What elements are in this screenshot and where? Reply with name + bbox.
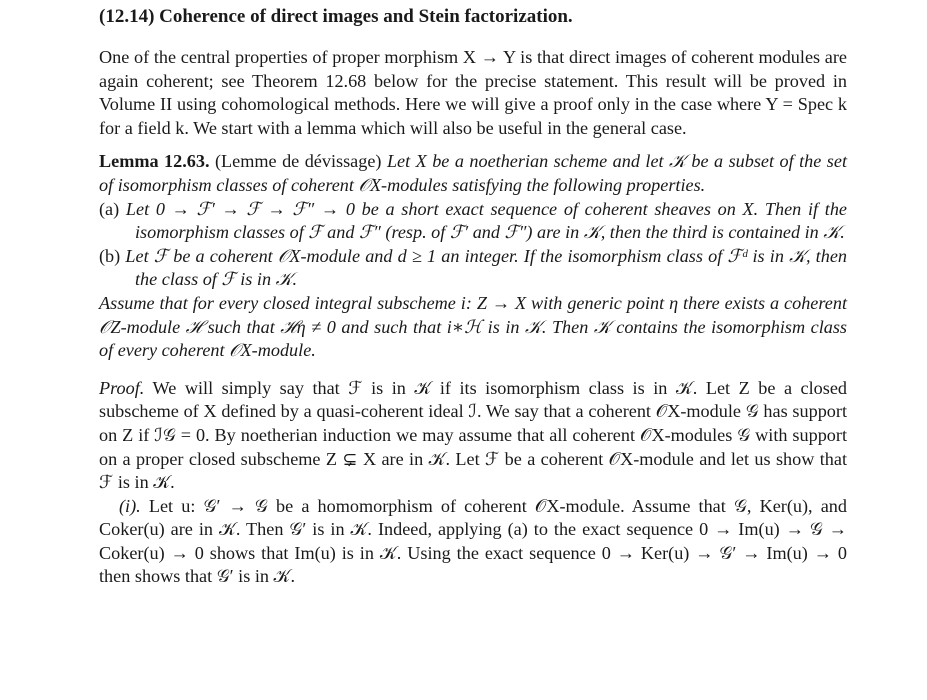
proof-label: Proof. [99, 377, 145, 398]
page [99, 4, 847, 589]
proof-step-i [99, 495, 847, 589]
intro-paragraph: One of the central properties of proper morphism X → Y is that direct images of coherent modules are again coherent; see Theorem 12.68 below for the precise statement. This result will be proved in Volume II using cohomological methods. Here we will give a proof only in the case where Y = Spec k for a field k. We start with a lemma which will also be useful in the general case. [99, 47, 847, 138]
lemma-conclusion: Assume that for every closed integral subscheme i: Z → X with generic point η there exists a coherent 𝒪Z-module ℋ such that ℋη ≠ 0 and such that i∗ℋ is in 𝒦. Then 𝒦 contains the isomorphism class of every coherent 𝒪X-module. [99, 292, 847, 361]
proof-step-text: Let u: 𝒢′ → 𝒢 be a homomorphism of coherent 𝒪X-module. Assume that 𝒢, Ker(u), and Coker(u) are in 𝒦. Then 𝒢′ is in 𝒦. Indeed, applying (a) to the exact sequence 0 → Im(u) → 𝒢 → Coker(u) → 0 shows that Im(u) is in 𝒦. Using the exact sequence 0 → Ker(u) → 𝒢′ → Im(u) → 0 then shows that 𝒢′ is in 𝒦. [99, 495, 847, 587]
lemma-item-label: (b) [99, 245, 121, 266]
proof-paragraph [99, 377, 847, 495]
lemma-items [99, 198, 847, 292]
lemma-item-text: Let ℱ be a coherent 𝒪X-module and d ≥ 1 an integer. If the isomorphism class of ℱᵈ is in 𝒦, then the class of ℱ is in 𝒦. [125, 245, 847, 290]
lemma-name: (Lemme de dévissage) [215, 151, 382, 172]
lemma-label: Lemma 12.63. [99, 151, 210, 172]
lemma-item-a [99, 198, 847, 245]
lemma-item-b [99, 245, 847, 292]
lemma-item-label: (a) [99, 198, 120, 219]
proof-step-label: (i). [119, 495, 141, 516]
lemma-statement: Let X be a noetherian scheme and let 𝒦 be a subset of the set of isomorphism classes of coherent 𝒪X-modules satisfying the following properties. [99, 151, 847, 195]
proof [99, 377, 847, 589]
lemma [99, 150, 847, 362]
section-title: (12.14) Coherence of direct images and Stein factorization. [99, 6, 573, 27]
lemma-statement-block [99, 150, 847, 197]
proof-text: We will simply say that ℱ is in 𝒦 if its isomorphism class is in 𝒦. Let Z be a closed subscheme of X defined by a quasi-coherent ideal ℐ. We say that a coherent 𝒪X-module 𝒢 has support on Z if ℐ𝒢 = 0. By noetherian induction we may assume that all coherent 𝒪X-modules 𝒢 with support on a proper closed subscheme Z ⊊ X are in 𝒦. Let ℱ be a coherent 𝒪X-module and let us show that ℱ is in 𝒦. [99, 377, 848, 493]
lemma-item-text: Let 0 → ℱ′ → ℱ → ℱ″ → 0 be a short exact sequence of coherent sheaves on X. Then if the isomorphism classes of ℱ and ℱ″ (resp. of ℱ′ and ℱ″) are in 𝒦, then the third is contained in 𝒦. [125, 198, 847, 243]
